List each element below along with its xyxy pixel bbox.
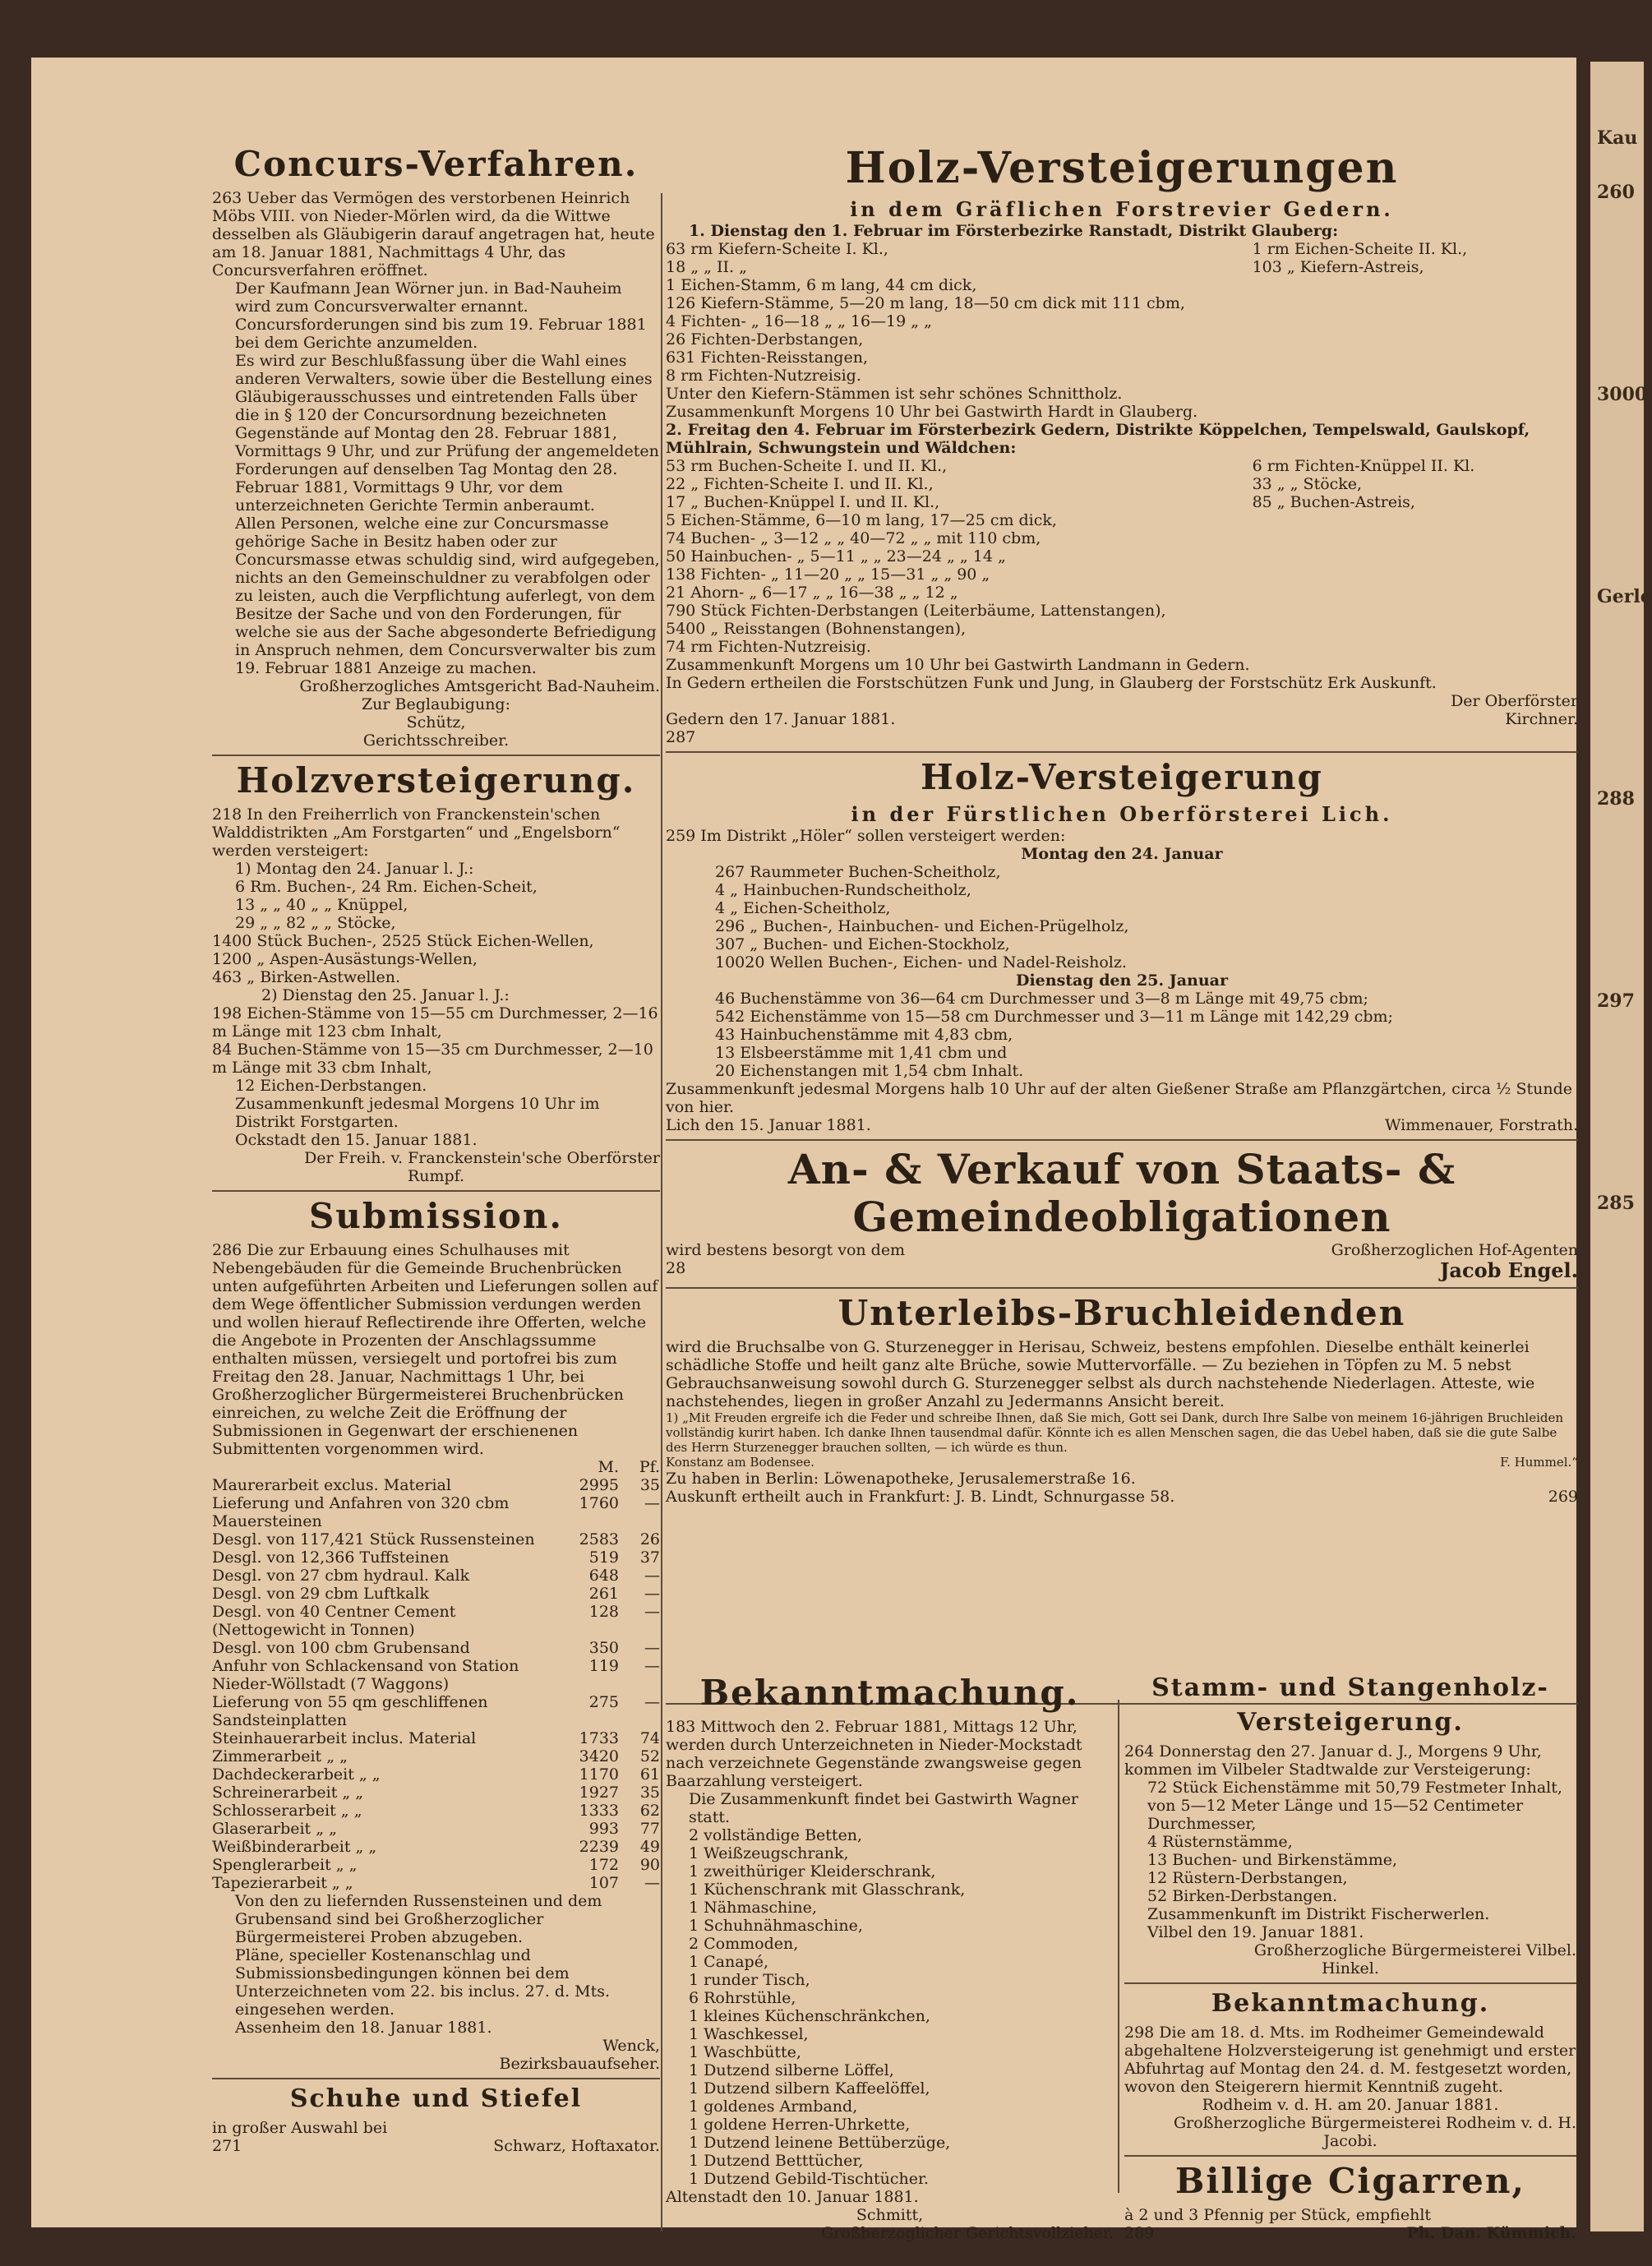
cost-mark: 3420 bbox=[579, 1747, 619, 1765]
list-item: 53 rm Buchen-Scheite I. und II. Kl., bbox=[666, 457, 948, 475]
holz1-l7: 198 Eichen-Stämme von 15—55 cm Durchmesser, 2—16 m Länge mit 123 cbm Inhalt, bbox=[212, 1004, 658, 1041]
bekannt2-title: Bekanntmachung. bbox=[1211, 1989, 1490, 2018]
edge-fragment: 297 bbox=[1597, 990, 1635, 1012]
edge-fragment: 288 bbox=[1597, 788, 1635, 810]
divider bbox=[212, 755, 660, 756]
gedern-office: Der Oberförster bbox=[1451, 692, 1578, 710]
stamm-intro: 264 Donnerstag den 27. Januar d. J., Morgens 9 Uhr, kommen im Vilbeler Stadtwalde zur Versteigerung: bbox=[1124, 1742, 1542, 1779]
bekannt1-intro: 183 Mittwoch den 2. Februar 1881, Mittags 12 Uhr, werden durch Unterzeichneten in Nieder-Mockstadt nach verzeichnete Gegenstände zwangsweise gegen Baarzahlung versteigert. bbox=[666, 1718, 1082, 1790]
engel-line-left: wird bestens besorgt von dem bbox=[666, 1241, 906, 1259]
cost-pfennig: — bbox=[644, 1567, 660, 1585]
list-item: 1 Nähmaschine, bbox=[689, 1899, 817, 1917]
list-item: 43 Hainbuchenstämme mit 4,83 cbm, bbox=[715, 1026, 1013, 1044]
cost-pfennig: 77 bbox=[639, 1820, 660, 1838]
stamm-date: Vilbel den 19. Januar 1881. bbox=[1147, 1923, 1364, 1941]
list-item: 50 Hainbuchen- „ 5—11 „ „ 23—24 „ „ 14 „ bbox=[666, 547, 1006, 565]
holz1-day2: 2) Dienstag den 25. Januar l. J.: bbox=[261, 986, 510, 1004]
holz1-l8: 84 Buchen-Stämme von 15—35 cm Durchmesser, 2—10 m Länge mit 33 cbm Inhalt, bbox=[212, 1041, 653, 1077]
cost-label: Schlosserarbeit „ „ bbox=[212, 1802, 362, 1820]
cost-row bbox=[212, 1856, 660, 1874]
concurs-p1: 263 Ueber das Vermögen des verstorbenen Heinrich Möbs VIII. von Nieder-Mörlen wird, da die Wittwe desselben als Gläubigerin darauf angetragen hat, heute am 18. Januar 1881, Nachmittags 4 Uhr, das Concursverfahren eröffnet. bbox=[212, 189, 655, 279]
cost-row bbox=[212, 1838, 660, 1856]
gedern-d2-note2: In Gedern ertheilen die Forstschützen Funk und Jung, in Glauberg der Forstschütz Erk Auskunft. bbox=[666, 674, 1437, 692]
list-item: 12 Rüstern-Derbstangen, bbox=[1147, 1869, 1348, 1887]
adjacent-page-edge bbox=[1590, 62, 1652, 2231]
ad-number: 289 bbox=[1124, 2224, 1155, 2242]
edge-fragment: 260 bbox=[1597, 182, 1635, 203]
concurs-signer: Schütz, bbox=[406, 713, 466, 731]
list-item: 4 „ Hainbuchen-Rundscheitholz, bbox=[715, 881, 971, 899]
cost-mark: 2583 bbox=[579, 1530, 619, 1548]
holz1-day1: 1) Montag den 24. Januar l. J.: bbox=[235, 860, 474, 878]
cost-mark: 1333 bbox=[579, 1802, 619, 1820]
gedern-d2: 2. Freitag den 4. Februar im Försterbezirk Gedern, Distrikte Köppelchen, Tempelswald, Gaulskopf, Mühlrain, Schwungstein und Wäldchen: bbox=[666, 421, 1530, 457]
engel-line bbox=[666, 1241, 1578, 1259]
list-item: 1 rm Eichen-Scheite II. Kl., bbox=[1252, 240, 1468, 258]
list-item: 21 Ahorn- „ 6—17 „ „ 16—38 „ „ 12 „ bbox=[666, 584, 958, 602]
col-pfennig: Pf. bbox=[639, 1458, 660, 1476]
gedern-date: Gedern den 17. Januar 1881. bbox=[666, 710, 896, 728]
cost-pfennig: 35 bbox=[639, 1784, 660, 1802]
holz1-l4: 1400 Stück Buchen-, 2525 Stück Eichen-Wellen, bbox=[212, 932, 594, 950]
cost-pfennig: 35 bbox=[639, 1476, 660, 1494]
engel-line-right: Großherzoglichen Hof-Agenten bbox=[1331, 1241, 1578, 1259]
stamm-office: Großherzogliche Bürgermeisterei Vilbel. bbox=[1253, 1941, 1576, 1959]
lich-day2: Dienstag den 25. Januar bbox=[1015, 971, 1228, 990]
schuhe-line: in großer Auswahl bei bbox=[212, 2119, 388, 2137]
cost-row bbox=[212, 1585, 660, 1603]
cost-mark: 107 bbox=[588, 1874, 619, 1892]
cost-row bbox=[212, 1657, 660, 1693]
list-item: 1 goldenes Armband, bbox=[689, 2098, 858, 2116]
gedern-footer bbox=[666, 710, 1578, 728]
cost-pfennig: 37 bbox=[639, 1548, 660, 1567]
holz1-meet: Zusammenkunft jedesmal Morgens 10 Uhr im Distrikt Forstgarten. bbox=[235, 1095, 600, 1131]
cost-mark: 648 bbox=[588, 1567, 619, 1585]
bruch-t-signer: F. Hummel.“ bbox=[1500, 1455, 1578, 1470]
submission-header bbox=[212, 1458, 660, 1476]
holz1-date: Ockstadt den 15. Januar 1881. bbox=[235, 1131, 478, 1149]
cigarren-shop: Ph. Dan. Kümmich. bbox=[1406, 2224, 1576, 2242]
bruch-berlin: Zu haben in Berlin: Löwenapotheke, Jerusalemerstraße 16. bbox=[666, 1470, 1136, 1488]
cost-row bbox=[212, 1784, 660, 1802]
edge-fragment: Gerle bbox=[1597, 586, 1652, 607]
cost-label: Spenglerarbeit „ „ bbox=[212, 1856, 358, 1874]
divider bbox=[1124, 1982, 1576, 1984]
lich-intro: 259 Im Distrikt „Höler“ sollen versteigert werden: bbox=[666, 827, 1066, 845]
gedern-title: Holz-Versteigerungen bbox=[845, 143, 1399, 193]
list-item: 790 Stück Fichten-Derbstangen (Leiterbäume, Lattenstangen), bbox=[666, 602, 1166, 620]
edge-text bbox=[1597, 127, 1652, 1395]
cost-row bbox=[212, 1567, 660, 1585]
newspaper-page bbox=[31, 58, 1578, 2242]
cost-pfennig: — bbox=[644, 1585, 660, 1603]
gedern-d1-left bbox=[666, 240, 1253, 385]
cigarren-line: à 2 und 3 Pfennig per Stück, empfiehlt bbox=[1124, 2206, 1432, 2224]
stamm-items bbox=[1124, 1779, 1576, 1905]
list-item: 72 Stück Eichenstämme mit 50,79 Festmeter Inhalt, von 5—12 Meter Länge und 15—52 Centimeter Durchmesser, bbox=[1147, 1779, 1562, 1833]
submission-role: Bezirksbauaufseher. bbox=[499, 2055, 660, 2073]
lich-date: Lich den 15. Januar 1881. bbox=[666, 1116, 871, 1134]
cost-pfennig: 61 bbox=[639, 1765, 660, 1784]
list-item: 52 Birken-Derbstangen. bbox=[1147, 1887, 1338, 1905]
list-item: 33 „ „ Stöcke, bbox=[1252, 475, 1363, 493]
gedern-signer: Kirchner. bbox=[1505, 710, 1578, 728]
lich-day1: Montag den 24. Januar bbox=[1021, 845, 1223, 863]
bekannt1-meet: Die Zusammenkunft findet bei Gastwirth Wagner statt. bbox=[689, 1790, 1078, 1826]
cost-mark: 2995 bbox=[579, 1476, 619, 1494]
submission-note2: Pläne, specieller Kostenanschlag und Submissionsbedingungen können bei dem Unterzeichneten vom 22. bis inclus. 27. d. Mts. eingesehen werden. bbox=[235, 1946, 611, 2019]
cost-pfennig: 74 bbox=[639, 1729, 660, 1747]
concurs-court: Großherzogliches Amtsgericht Bad-Nauheim. bbox=[299, 677, 660, 695]
submission-intro: 286 Die zur Erbauung eines Schulhauses mit Nebengebäuden für die Gemeinde Bruchenbrücken unten aufgeführten Arbeiten und Lieferungen sollen auf dem Wege öffentlicher Submission verdungen werden und wollen hierauf Reflectirende ihre Offerten, welche die Angebote in Prozenten der Anschlagssumme enthalten müssen, versiegelt und portofrei bis zum Freitag den 28. Januar, Nachmittags 1 Uhr, bei Großherzoglicher Bürgermeisterei Bruchenbrücken einreichen, zu welche Zeit die Eröffnung der Submissionen in Gegenwart der erschienenen Submittenten vorgenommen wird. bbox=[212, 1241, 658, 1458]
concurs-title: Concurs-Verfahren. bbox=[233, 144, 639, 184]
cost-pfennig: — bbox=[644, 1657, 660, 1675]
list-item: 85 „ Buchen-Astreis, bbox=[1252, 493, 1415, 511]
cost-row bbox=[212, 1820, 660, 1838]
cost-pfennig: — bbox=[644, 1603, 660, 1621]
cost-row bbox=[212, 1693, 660, 1729]
column-rule bbox=[1118, 1700, 1119, 2193]
list-item: 138 Fichten- „ 11—20 „ „ 15—31 „ „ 90 „ bbox=[666, 565, 990, 584]
concurs-attest: Zur Beglaubigung: bbox=[361, 695, 510, 713]
list-item: 4 Fichten- „ 16—18 „ „ 16—19 „ „ bbox=[666, 312, 933, 330]
stamm-title1: Stamm- und Stangenholz- bbox=[1151, 1673, 1549, 1702]
cost-label: Lieferung von 55 qm geschliffenen Sandsteinplatten bbox=[212, 1693, 488, 1729]
bekannt1-date: Altenstadt den 10. Januar 1881. bbox=[666, 2188, 919, 2206]
col-mark: M. bbox=[598, 1458, 619, 1476]
ad-number: 287 bbox=[666, 728, 696, 746]
gedern-d2-right bbox=[1253, 457, 1578, 656]
list-item: 20 Eichenstangen mit 1,54 cbm Inhalt. bbox=[715, 1062, 1024, 1080]
divider bbox=[212, 2078, 660, 2079]
divider bbox=[666, 1139, 1578, 1141]
holz1-office: Der Freih. v. Franckenstein'sche Oberförster bbox=[304, 1149, 660, 1167]
lich-subtitle: in der Fürstlichen Oberförsterei Lich. bbox=[851, 802, 1393, 826]
list-item: 1 Dutzend silberne Löffel, bbox=[689, 2061, 894, 2079]
cost-row bbox=[212, 1639, 660, 1657]
divider bbox=[666, 1287, 1578, 1289]
divider bbox=[1124, 2155, 1576, 2157]
list-item: 46 Buchenstämme von 36—64 cm Durchmesser und 3—8 m Länge mit 49,75 cbm; bbox=[715, 990, 1368, 1008]
cost-label: Desgl. von 100 cbm Grubensand bbox=[212, 1639, 470, 1657]
list-item: 26 Fichten-Derbstangen, bbox=[666, 330, 864, 348]
schuhe-title: Schuhe und Stiefel bbox=[289, 2084, 583, 2113]
bekannt2-date: Rodheim v. d. H. am 20. Januar 1881. bbox=[1202, 2096, 1499, 2114]
list-item: 1 Weißzeugschrank, bbox=[689, 1844, 849, 1862]
bruch-testimonial: 1) „Mit Freuden ergreife ich die Feder und schreibe Ihnen, daß Sie mich, Gott sei Dank, durch Ihre Salbe von meinem 16-jährigen Bruchleiden vollständig kurirt haben. Ich danke Ihnen tausendmal dafür. Könnte ich es allen Menschen sagen, die das Uebel haben, daß sie die gute Salbe des Herrn Sturzenegger brauchen sollten, — ich würde es thun. bbox=[666, 1410, 1564, 1455]
cost-label: Zimmerarbeit „ „ bbox=[212, 1747, 348, 1765]
cost-pfennig: — bbox=[644, 1494, 660, 1512]
divider bbox=[666, 751, 1578, 753]
cost-mark: 1733 bbox=[579, 1729, 619, 1747]
list-item: 22 „ Fichten-Scheite I. und II. Kl., bbox=[666, 475, 934, 493]
list-item: 1 goldene Herren-Uhrkette, bbox=[689, 2116, 911, 2134]
gedern-d2-note1: Zusammenkunft Morgens um 10 Uhr bei Gastwirth Landmann in Gedern. bbox=[666, 656, 1250, 674]
cost-pfennig: — bbox=[644, 1693, 660, 1711]
holz1-signer: Rumpf. bbox=[407, 1167, 465, 1185]
bruch-title: Unterleibs-Bruchleidenden bbox=[838, 1293, 1406, 1333]
cost-label: Glaserarbeit „ „ bbox=[212, 1820, 337, 1838]
concurs-p5: Allen Personen, welche eine zur Concursmasse gehörige Sache in Besitz haben oder zur Concursmasse etwas schuldig sind, wird aufgegeben, nichts an den Gemeinschuldner zu verabfolgen oder zu leisten, auch die Verpflichtung auferlegt, von dem Besitze der Sache und von den Forderungen, für welche sie aus der Sache abgesonderte Befriedigung in Anspruch nehmen, dem Concursverwalter bis zum 19. Februar 1881 Anzeige zu machen. bbox=[235, 515, 660, 677]
list-item: 1 zweithüriger Kleiderschrank, bbox=[689, 1862, 936, 1881]
gedern-d2-lists bbox=[666, 457, 1578, 656]
cost-label: Desgl. von 29 cbm Luftkalk bbox=[212, 1585, 430, 1603]
engel-footer bbox=[666, 1259, 1578, 1282]
holz1-l1: 6 Rm. Buchen-, 24 Rm. Eichen-Scheit, bbox=[235, 878, 538, 896]
list-item: 5400 „ Reisstangen (Bohnenstangen), bbox=[666, 620, 967, 638]
engel-title: An- & Verkauf von Staats- & Gemeindeobligationen bbox=[787, 1145, 1456, 1241]
cost-row bbox=[212, 1729, 660, 1747]
list-item: 13 Elsbeerstämme mit 1,41 cbm und bbox=[715, 1044, 1008, 1062]
submission-signer: Wenck, bbox=[602, 2037, 660, 2055]
bruch-frankfurt: Auskunft ertheilt auch in Frankfurt: J. B. Lindt, Schnurgasse 58. bbox=[666, 1488, 1175, 1506]
cost-row bbox=[212, 1603, 660, 1639]
bruch-footer bbox=[666, 1488, 1578, 1506]
bruch-place: Konstanz am Bodensee. bbox=[666, 1455, 814, 1470]
gedern-d1-note1: Unter den Kiefern-Stämmen ist sehr schönes Schnittholz. bbox=[666, 385, 1123, 403]
list-item: 126 Kiefern-Stämme, 5—20 m lang, 18—50 cm dick mit 111 cbm, bbox=[666, 294, 1185, 312]
list-item: 1 Waschbütte, bbox=[689, 2043, 801, 2061]
lich-signer: Wimmenauer, Forstrath. bbox=[1384, 1116, 1578, 1134]
cost-row bbox=[212, 1548, 660, 1567]
cost-label: Lieferung und Anfahren von 320 cbm Mauersteinen bbox=[212, 1494, 510, 1530]
cigarren-title: Billige Cigarren, bbox=[1174, 2161, 1526, 2201]
holz1-title: Holzversteigerung. bbox=[236, 760, 636, 801]
cost-row bbox=[212, 1476, 660, 1494]
concurs-role: Gerichtsschreiber. bbox=[362, 731, 510, 750]
cost-mark: 519 bbox=[588, 1548, 619, 1567]
column-rule bbox=[661, 193, 662, 2231]
lich-day2-list bbox=[666, 990, 1578, 1080]
left-column bbox=[212, 140, 660, 2155]
edge-fragment: 3000 bbox=[1597, 384, 1648, 405]
cost-row bbox=[212, 1874, 660, 1892]
concurs-p3: Concursforderungen sind bis zum 19. Februar 1881 bei dem Gerichte anzumelden. bbox=[235, 316, 647, 352]
edge-fragment: 285 bbox=[1597, 1193, 1635, 1214]
list-item: 6 rm Fichten-Knüppel II. Kl. bbox=[1252, 457, 1475, 475]
list-item: 1 kleines Küchenschränkchen, bbox=[689, 2007, 930, 2025]
cost-label: Desgl. von 27 cbm hydraul. Kalk bbox=[212, 1567, 470, 1585]
gedern-d2-left bbox=[666, 457, 1253, 656]
list-item: 1 Dutzend Gebild-Tischtücher. bbox=[689, 2170, 929, 2188]
lich-day1-list bbox=[666, 863, 1578, 971]
concurs-p4: Es wird zur Beschlußfassung über die Wahl eines anderen Verwalters, sowie über die Bestellung eines Gläubigerausschusses und eintretenden Falls über die in § 120 der Concursordnung bezeichneten Gegenstände auf Montag den 28. Februar 1881, Vormittags 9 Uhr, und zur Prüfung der angemeldeten Forderungen auf denselben Tag Montag den 28. Februar 1881, Vormittags 9 Uhr, vor dem unterzeichneten Gerichte Termin anberaumt. bbox=[235, 352, 659, 515]
list-item: 5 Eichen-Stämme, 6—10 m lang, 17—25 cm dick, bbox=[666, 511, 1057, 529]
concurs-p2: Der Kaufmann Jean Wörner jun. in Bad-Nauheim wird zum Concursverwalter ernannt. bbox=[235, 279, 622, 316]
list-item: 10020 Wellen Buchen-, Eichen- und Nadel-Reisholz. bbox=[715, 953, 1127, 971]
cost-pfennig: 90 bbox=[639, 1856, 660, 1874]
cost-label: Anfuhr von Schlackensand von Station Nieder-Wöllstadt (7 Waggons) bbox=[212, 1657, 519, 1693]
cost-mark: 275 bbox=[588, 1693, 619, 1711]
cost-pfennig: 49 bbox=[639, 1838, 660, 1856]
lich-title: Holz-Versteigerung bbox=[921, 757, 1323, 797]
bekannt2-office: Großherzogliche Bürgermeisterei Rodheim v. d. H. bbox=[1174, 2114, 1576, 2132]
holz1-l9: 12 Eichen-Derbstangen. bbox=[235, 1077, 427, 1095]
cost-mark: 1927 bbox=[579, 1784, 619, 1802]
ad-number: 269 bbox=[1548, 1488, 1578, 1506]
bekannt1-signer: Schmitt, bbox=[856, 2206, 924, 2224]
list-item: 267 Raummeter Buchen-Scheitholz, bbox=[715, 863, 1001, 881]
engel-name: Jacob Engel. bbox=[1440, 1258, 1578, 1282]
cost-label: Weißbinderarbeit „ „ bbox=[212, 1838, 377, 1856]
bekannt2-signer: Jacobi. bbox=[1323, 2132, 1377, 2150]
cost-row bbox=[212, 1747, 660, 1765]
holz1-l6: 463 „ Birken-Astwellen. bbox=[212, 968, 401, 986]
cost-mark: 993 bbox=[588, 1820, 619, 1838]
list-item: 631 Fichten-Reisstangen, bbox=[666, 348, 868, 367]
gedern-d1: 1. Dienstag den 1. Februar im Försterbezirke Ranstadt, Distrikt Glauberg: bbox=[689, 222, 1339, 240]
holz1-l3: 29 „ „ 82 „ „ Stöcke, bbox=[235, 914, 396, 932]
list-item: 4 „ Eichen-Scheitholz, bbox=[715, 899, 891, 917]
stamm-title2: Versteigerung. bbox=[1237, 1708, 1464, 1737]
cost-label: Desgl. von 117,421 Stück Russensteinen bbox=[212, 1530, 535, 1548]
divider bbox=[212, 1190, 660, 1192]
cost-pfennig: — bbox=[644, 1639, 660, 1657]
bekannt2-text: 298 Die am 18. d. Mts. im Rodheimer Gemeindewald abgehaltene Holzversteigerung ist genehmigt und erster Abfuhrtag auf Montag den 24. d. M. festgesetzt worden, wovon den Steigerern hiermit Kenntniß zugeht. bbox=[1124, 2024, 1576, 2096]
cost-label: Steinhauerarbeit inclus. Material bbox=[212, 1729, 477, 1747]
cost-label: Desgl. von 12,366 Tuffsteinen bbox=[212, 1548, 450, 1567]
list-item: 74 Buchen- „ 3—12 „ „ 40—72 „ „ mit 110 cbm, bbox=[666, 529, 1041, 547]
cost-pfennig: 62 bbox=[639, 1802, 660, 1820]
list-item: 1 Waschkessel, bbox=[689, 2025, 809, 2043]
lich-meet: Zusammenkunft jedesmal Morgens halb 10 Uhr auf der alten Gießener Straße am Pflanzgärtchen, circa ½ Stunde von hier. bbox=[666, 1080, 1572, 1116]
gedern-subtitle: in dem Gräflichen Forstrevier Gedern. bbox=[850, 197, 1394, 221]
list-item: 1 Eichen-Stamm, 6 m lang, 44 cm dick, bbox=[666, 276, 977, 294]
list-item: 1 Dutzend leinene Bettüberzüge, bbox=[689, 2134, 951, 2152]
list-item: 296 „ Buchen-, Hainbuchen- und Eichen-Prügelholz, bbox=[715, 917, 1129, 935]
gedern-d1-note2: Zusammenkunft Morgens 10 Uhr bei Gastwirth Hardt in Glauberg. bbox=[666, 403, 1198, 421]
cost-pfennig: 52 bbox=[639, 1747, 660, 1765]
cost-pfennig: — bbox=[644, 1874, 660, 1892]
list-item: 4 Rüsternstämme, bbox=[1147, 1833, 1293, 1851]
cost-label: Tapezierarbeit „ „ bbox=[212, 1874, 353, 1892]
submission-note1: Von den zu liefernden Russensteinen und dem Grubensand sind bei Großherzoglicher Bürgermeisterei Proben abzugeben. bbox=[235, 1892, 602, 1946]
cost-row bbox=[212, 1494, 660, 1530]
list-item: 74 rm Fichten-Nutzreisig. bbox=[666, 638, 871, 656]
cigarren-footer bbox=[1124, 2224, 1576, 2242]
cost-mark: 1170 bbox=[579, 1765, 619, 1784]
cost-pfennig: 26 bbox=[639, 1530, 660, 1548]
gedern-d1-right bbox=[1253, 240, 1578, 385]
holz1-intro: 218 In den Freiherrlich von Franckenstein'schen Walddistrikten „Am Forstgarten“ und „Engelsborn“ werden versteigert: bbox=[212, 805, 621, 860]
cost-row bbox=[212, 1530, 660, 1548]
cost-mark: 261 bbox=[588, 1585, 619, 1603]
list-item: 13 Buchen- und Birkenstämme, bbox=[1147, 1851, 1398, 1869]
cost-label: Schreinerarbeit „ „ bbox=[212, 1784, 364, 1802]
list-item: 8 rm Fichten-Nutzreisig. bbox=[666, 367, 861, 385]
list-item: 1 Dutzend Betttücher, bbox=[689, 2152, 864, 2170]
lich-footer bbox=[666, 1116, 1578, 1134]
cost-mark: 128 bbox=[588, 1603, 619, 1621]
cost-mark: 350 bbox=[588, 1639, 619, 1657]
list-item: 103 „ Kiefern-Astreis, bbox=[1252, 258, 1424, 276]
submission-title: Submission. bbox=[308, 1196, 564, 1236]
cost-mark: 172 bbox=[588, 1856, 619, 1874]
ad-number: 28 bbox=[666, 1259, 686, 1277]
stamm-meet: Zusammenkunft im Distrikt Fischerwerlen. bbox=[1147, 1905, 1490, 1923]
edge-fragment: Kau bbox=[1597, 127, 1638, 149]
stamm-box bbox=[1124, 1668, 1576, 2242]
bruch-text: wird die Bruchsalbe von G. Sturzenegger in Herisau, Schweiz, bestens empfohlen. Dieselbe enthält keinerlei schädliche Stoffe und heilt ganz alte Brüche, sowie Muttervorfälle. — Zu beziehen in Töpfen zu M. 5 nebst Gebrauchsanweisung sowohl durch G. Sturzenegger selbst als durch nachstehende Niederlagen. Atteste, wie nachstehendes, liegen in großer Anzahl zu Jedermanns Ansicht bereit. bbox=[666, 1338, 1535, 1410]
cost-row bbox=[212, 1802, 660, 1820]
bekannt1-role: Großherzoglicher Gerichtsvollzieher. bbox=[821, 2224, 1114, 2242]
right-column bbox=[666, 140, 1578, 1506]
list-item: 1 Canapé, bbox=[689, 1953, 769, 1971]
bekannt1-box bbox=[666, 1668, 1114, 2242]
list-item: 2 Commoden, bbox=[689, 1935, 799, 1953]
list-item: 17 „ Buchen-Knüppel I. und II. Kl., bbox=[666, 493, 940, 511]
list-item: 1 Küchenschrank mit Glasschrank, bbox=[689, 1881, 966, 1899]
list-item: 1 runder Tisch, bbox=[689, 1971, 810, 1989]
bekannt1-items bbox=[666, 1826, 1114, 2188]
schuhe-shop: Schwarz, Hoftaxator. bbox=[493, 2137, 660, 2155]
submission-cost-list bbox=[212, 1476, 660, 1892]
cost-label: Dachdeckerarbeit „ „ bbox=[212, 1765, 381, 1784]
list-item: 1 Schuhnähmaschine, bbox=[689, 1917, 863, 1935]
schuhe-footer bbox=[212, 2137, 660, 2155]
list-item: 6 Rohrstühle, bbox=[689, 1989, 796, 2007]
bruch-testimonial-sign bbox=[666, 1455, 1578, 1470]
list-item: 542 Eichenstämme von 15—58 cm Durchmesser und 3—11 m Länge mit 142,29 cbm; bbox=[715, 1008, 1393, 1026]
holz1-l2: 13 „ „ 40 „ „ Knüppel, bbox=[235, 896, 408, 914]
list-item: 63 rm Kiefern-Scheite I. Kl., bbox=[666, 240, 888, 258]
bekannt1-title: Bekanntmachung. bbox=[699, 1673, 1080, 1713]
cost-mark: 119 bbox=[588, 1657, 619, 1675]
list-item: 307 „ Buchen- und Eichen-Stockholz, bbox=[715, 935, 1010, 953]
ad-number: 271 bbox=[212, 2137, 242, 2155]
submission-date: Assenheim den 18. Januar 1881. bbox=[235, 2019, 492, 2037]
list-item: 18 „ „ II. „ bbox=[666, 258, 747, 276]
cost-label: Maurerarbeit exclus. Material bbox=[212, 1476, 451, 1494]
cost-mark: 1760 bbox=[579, 1494, 619, 1512]
gedern-d1-lists bbox=[666, 240, 1578, 385]
list-item: 1 Dutzend silbern Kaffeelöffel, bbox=[689, 2079, 930, 2098]
list-item: 2 vollständige Betten, bbox=[689, 1826, 863, 1844]
cost-label: Desgl. von 40 Centner Cement (Nettogewicht in Tonnen) bbox=[212, 1603, 456, 1639]
cost-row bbox=[212, 1765, 660, 1784]
holz1-l5: 1200 „ Aspen-Ausästungs-Wellen, bbox=[212, 950, 478, 968]
cost-mark: 2239 bbox=[579, 1838, 619, 1856]
stamm-signer: Hinkel. bbox=[1322, 1959, 1379, 1978]
